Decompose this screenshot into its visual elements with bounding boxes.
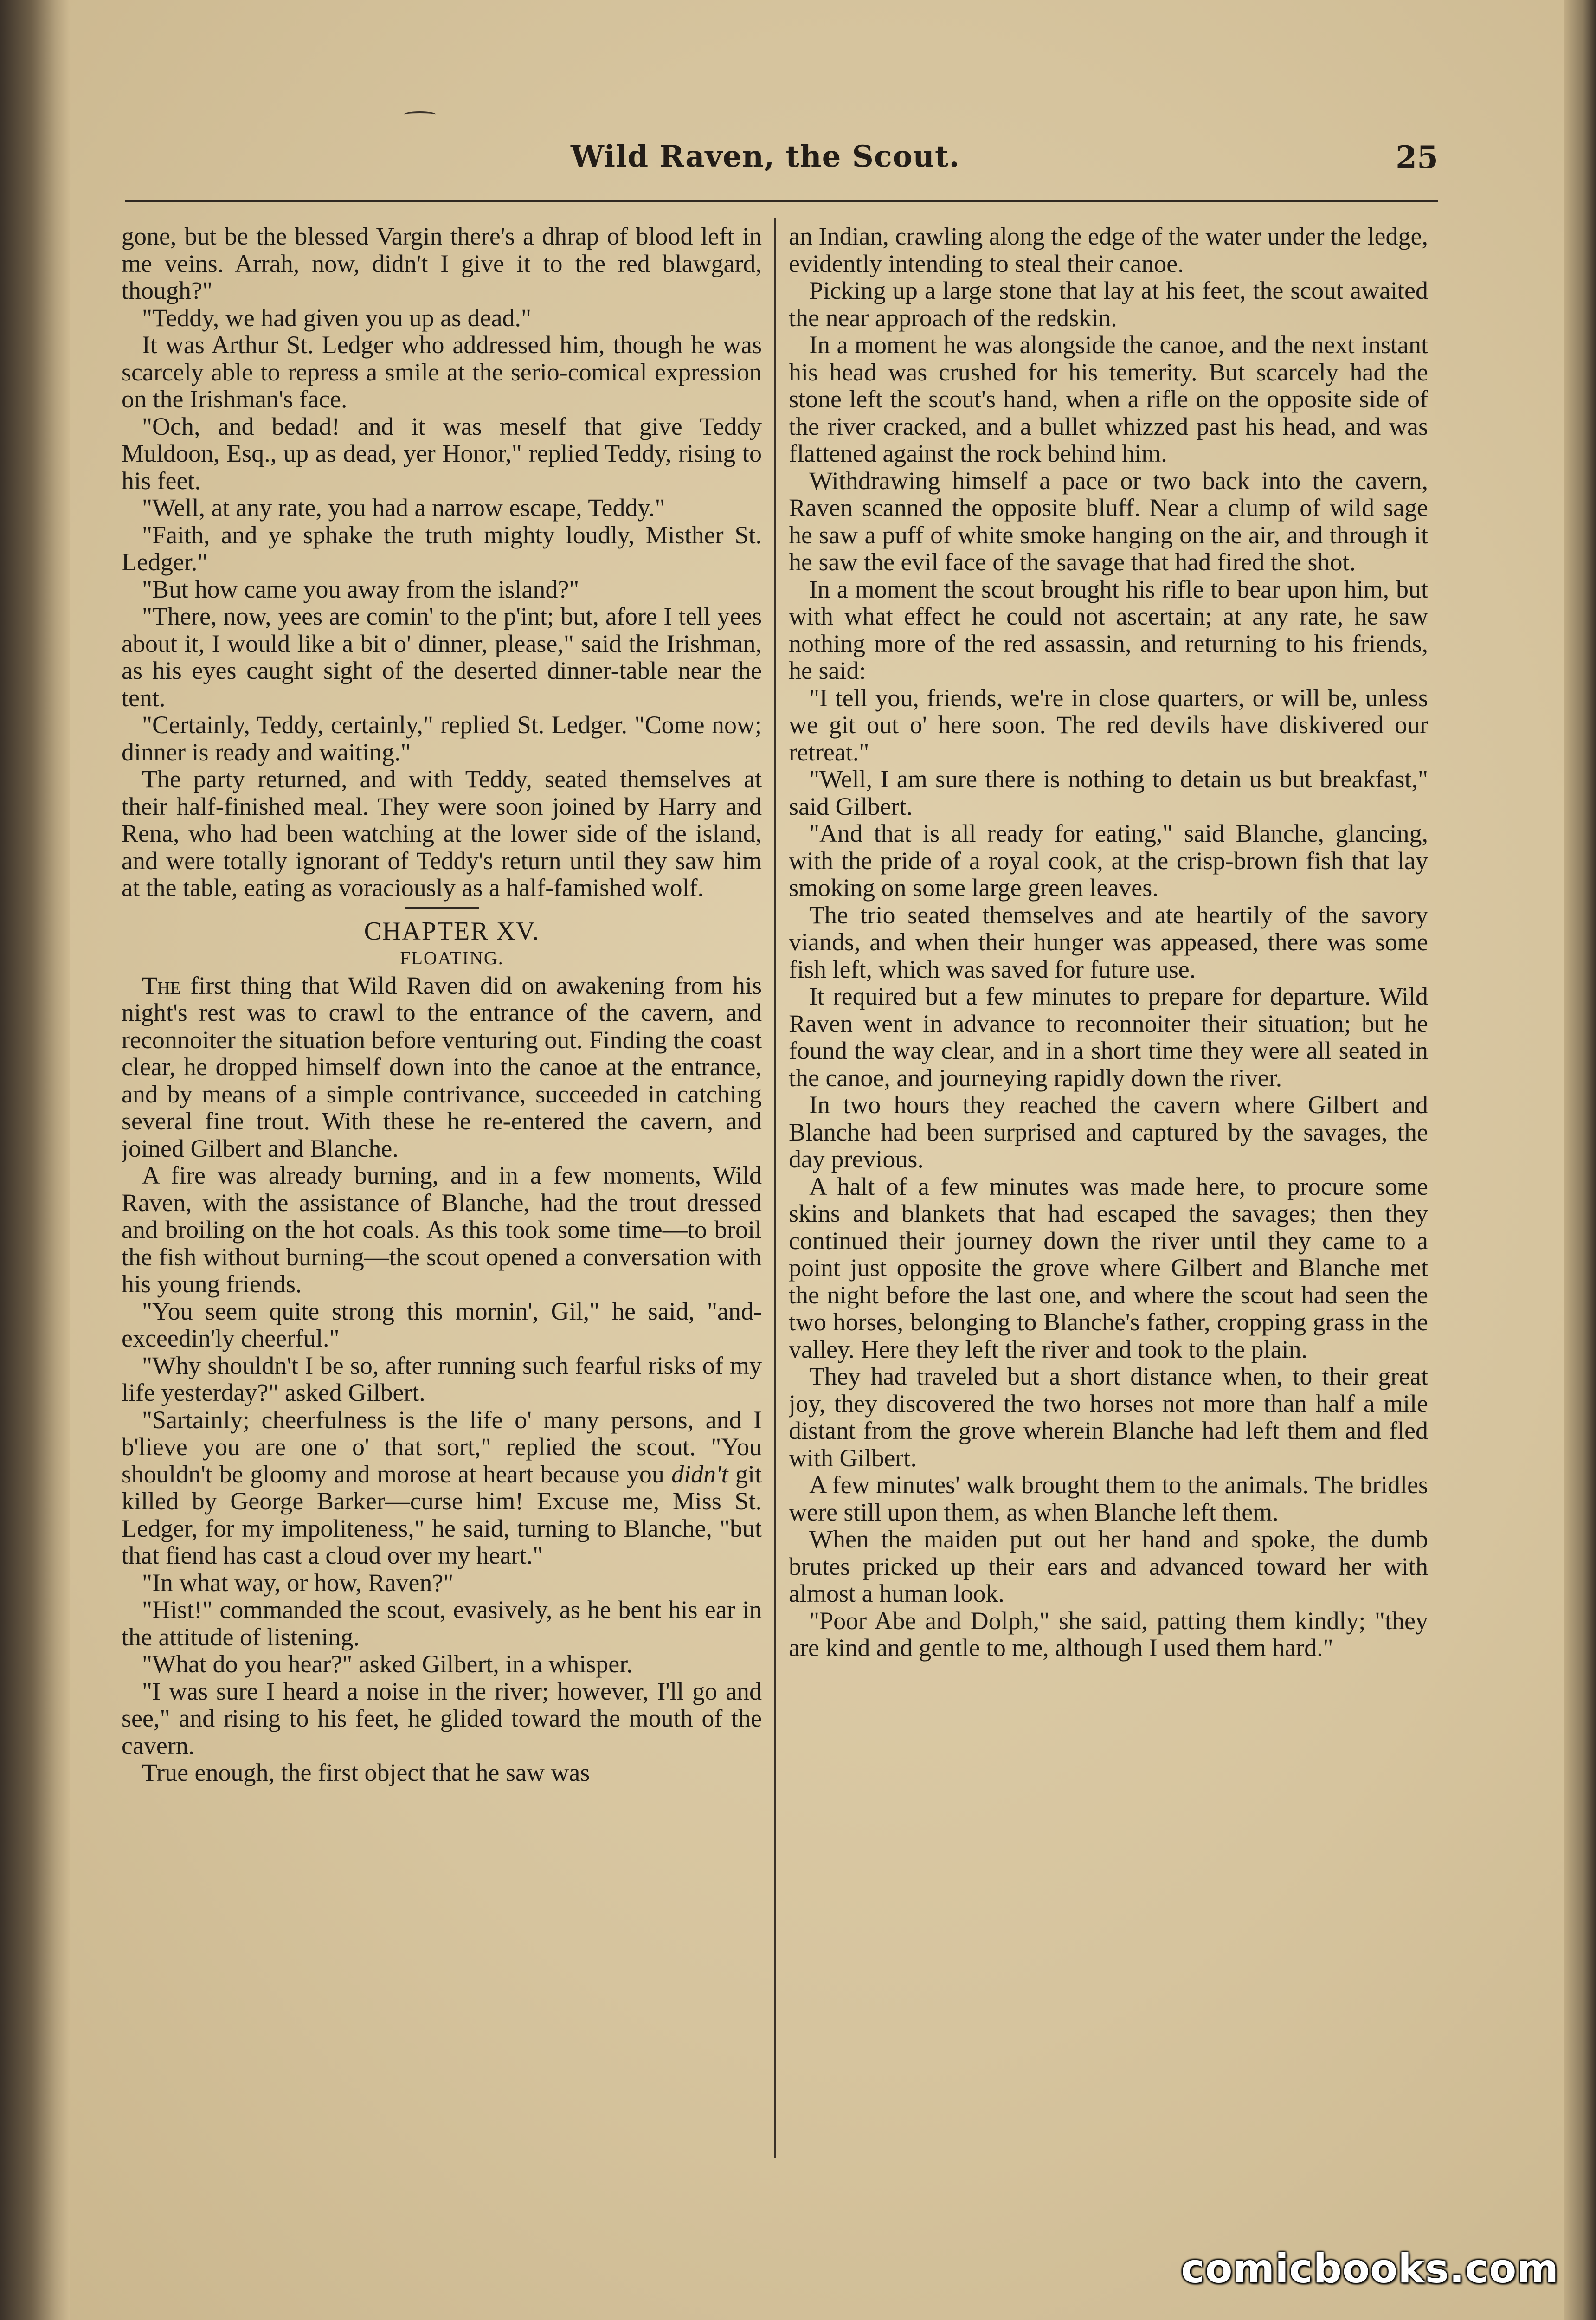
- paragraph: "Teddy, we had given you up as dead.": [142, 303, 532, 332]
- paragraph: It required but a few minutes to prepare for departure. Wild Raven went in advance to reconnoiter their situation; but he found the way clear, and in a short time they were all seated in the canoe, and journeying rapidly down the river.: [789, 982, 1428, 1092]
- right-column: [789, 223, 1428, 2153]
- emphasis-text: didn't: [671, 1460, 728, 1488]
- paragraph: "Faith, and ye sphake the truth mighty loudly, Misther St. Ledger.": [122, 521, 762, 576]
- section-divider: [405, 907, 479, 909]
- paragraph: "Certainly, Teddy, certainly," replied St. Ledger. "Come now; dinner is ready and waiting.": [122, 711, 762, 766]
- paragraph-text: "Sartainly; cheerfulness is the life o' many persons, and I b'lieve you are one o' that sort," replied the scout. "You shouldn't be gloomy and morose at heart because you: [122, 1405, 762, 1488]
- paragraph: In a moment he was alongside the canoe, and the next instant his head was crushed for his temerity. But scarcely had the stone left the scout's hand, when a rifle on the opposite side of the river cracked, and a bullet whizzed past his head, and was flattened against the rock behind him.: [789, 331, 1428, 467]
- page-binding-shadow: [0, 0, 70, 2320]
- paragraph: "And that is all ready for eating," said Blanche, glancing, with the pride of a royal cook, at the crisp-brown fish that lay smoking on some large green leaves.: [789, 819, 1428, 902]
- chapter-title: CHAPTER XV.: [364, 916, 540, 946]
- paragraph: gone, but be the blessed Vargin there's a dhrap of blood left in me veins. Arrah, now, didn't I give it to the red blawgard, though?": [122, 223, 762, 304]
- paragraph: "There, now, yees are comin' to the p'int; but, afore I tell yees about it, I would like a bit o' dinner, please," said the Irishman, as his eyes caught sight of the deserted dinner-table near the tent.: [122, 602, 762, 712]
- paragraph-text: git killed by George Barker—curse him! Excuse me, Miss St. Ledger, for my impoliteness," he said, turning to Blanche, "but that fiend has cast a cloud over my heart.": [122, 1460, 762, 1569]
- paragraph: "Well, I am sure there is nothing to detain us but breakfast," said Gilbert.: [789, 765, 1428, 820]
- paragraph: A fire was already burning, and in a few moments, Wild Raven, with the assistance of Blanche, had the trout dressed and broiling on the hot coals. As this took some time—to broil the fish without burning—the scout opened a conversation with his young friends.: [122, 1161, 762, 1298]
- paragraph: "I tell you, friends, we're in close quarters, or will be, unless we git out o' here soon. The red devils have diskivered our retreat.": [789, 683, 1428, 766]
- paragraph: The party returned, and with Teddy, seated themselves at their half-finished meal. They were soon joined by Harry and Rena, who had been watching at the lower side of the island, and were totally ignorant of Teddy's return until they saw him at the table, eating as voraciously as a half-famished wolf.: [122, 765, 762, 902]
- paragraph: [122, 1406, 762, 1569]
- paragraph: The trio seated themselves and ate heartily of the savory viands, and when their hunger was appeased, there was some fish left, which was saved for future use.: [789, 901, 1428, 983]
- paragraph: A few minutes' walk brought them to the animals. The bridles were still upon them, as when Blanche left them.: [789, 1471, 1428, 1526]
- paragraph: True enough, the first object that he saw was: [142, 1759, 590, 1786]
- paragraph: Picking up a large stone that lay at his feet, the scout awaited the near approach of the redskin.: [789, 277, 1428, 332]
- paragraph: They had traveled but a short distance when, to their great joy, they discovered the two horses not more than half a mile distant from the grove wherein Blanche had left them and fled with Gilbert.: [789, 1362, 1428, 1472]
- paragraph: "But how came you away from the island?": [142, 575, 579, 603]
- left-column: [122, 223, 762, 2153]
- paragraph: "Why shouldn't I be so, after running such fearful risks of my life yesterday?" asked Gilbert.: [122, 1351, 762, 1406]
- paragraph: "What do you hear?" asked Gilbert, in a whisper.: [142, 1650, 633, 1678]
- paragraph: "You seem quite strong this mornin', Gil," he said, "and-exceedin'ly cheerful.": [122, 1297, 762, 1352]
- header-rule: [125, 200, 1438, 202]
- paragraph: In a moment the scout brought his rifle to bear upon him, but with what effect he could not ascertain; at any rate, he saw nothing more of the red assassin, and returning to his friends, he said:: [789, 575, 1428, 684]
- page-number: 25: [1396, 139, 1438, 175]
- paragraph: Withdrawing himself a pace or two back into the cavern, Raven scanned the opposite bluff. Near a clump of wild sage he saw a puff of white smoke hanging on the air, and through it he saw the evil face of the savage that had fired the shot.: [789, 466, 1428, 576]
- paragraph: "I was sure I heard a noise in the river; however, I'll go and see," and rising to his feet, he glided toward the mouth of the cavern.: [122, 1677, 762, 1759]
- paragraph: "Och, and bedad! and it was meself that give Teddy Muldoon, Esq., up as dead, yer Honor," replied Teddy, rising to his feet.: [122, 412, 762, 495]
- header-ornament: [404, 111, 436, 118]
- source-watermark: comicbooks.com: [1181, 2246, 1559, 2292]
- paragraph: It was Arthur St. Ledger who addressed him, though he was scarcely able to repress a smile at the serio-comical expression on the Irishman's face.: [122, 331, 762, 413]
- paragraph: "Well, at any rate, you had a narrow escape, Teddy.": [142, 494, 665, 522]
- paragraph: "In what way, or how, Raven?": [142, 1568, 454, 1597]
- paragraph: "Poor Abe and Dolph," she said, patting them kindly; "they are kind and gentle to me, although I used them hard.": [789, 1606, 1428, 1662]
- paragraph: When the maiden put out her hand and spoke, the dumb brutes pricked up their ears and advanced toward her with almost a human look.: [789, 1525, 1428, 1607]
- column-divider: [774, 218, 776, 2158]
- paragraph-text: first thing that Wild Raven did on awakening from his night's rest was to crawl to the entrance of the cavern, and reconnoiter the situation before venturing out. Finding the coast clear, he dropped himself down into the canoe at the entrance, and by means of a simple contrivance, succeeded in catching several fine trout. With these he re-entered the cavern, and joined Gilbert and Blanche.: [122, 971, 762, 1162]
- paragraph: A halt of a few minutes was made here, to procure some skins and blankets that had escaped the savages; then they continued their journey down the river until they came to a point just opposite the grove where Gilbert and Blanche met the night before the last one, and where the scout had seen the two horses, belonging to Blanche's father, cropping grass in the valley. Here they left the river and took to the plain.: [789, 1172, 1428, 1363]
- paragraph: In two hours they reached the cavern where Gilbert and Blanche had been surprised and captured by the savages, the day previous.: [789, 1091, 1428, 1173]
- paragraph: [122, 972, 762, 1162]
- chapter-lead-word: The: [142, 971, 181, 999]
- running-title: Wild Raven, the Scout.: [571, 139, 960, 174]
- paragraph: "Hist!" commanded the scout, evasively, as he bent his ear in the attitude of listening.: [122, 1596, 762, 1651]
- page-edge-shadow: [1564, 0, 1596, 2320]
- paragraph: an Indian, crawling along the edge of the water under the ledge, evidently intending to steal their canoe.: [789, 223, 1428, 277]
- chapter-subtitle: FLOATING.: [400, 947, 504, 968]
